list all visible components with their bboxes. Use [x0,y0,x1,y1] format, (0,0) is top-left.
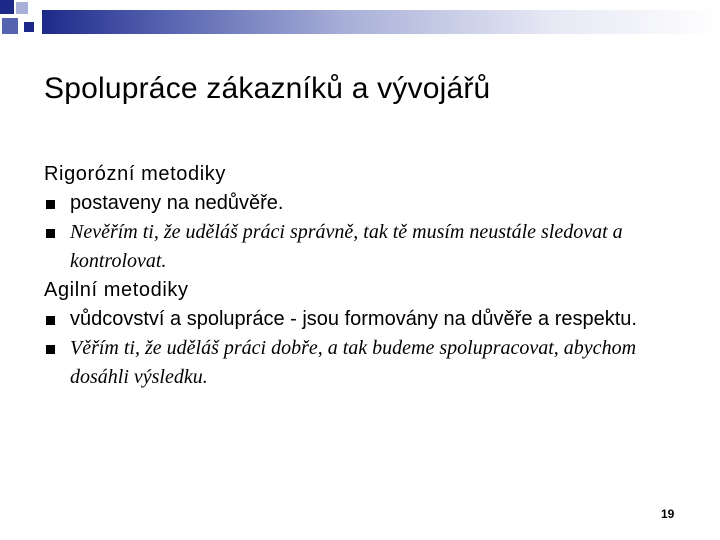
header-decoration [0,0,720,42]
bullet-text: postaveny na nedůvěře. [70,192,284,214]
bullet-item [44,189,684,218]
slide-title: Spolupráce zákazníků a vývojářů [44,72,491,105]
decorative-square-small [24,22,34,32]
bullet-item [44,334,684,392]
square-bullet-icon [46,345,55,354]
bullet-item [44,218,684,276]
square-bullet-icon [46,200,55,209]
square-bullet-icon [46,316,55,325]
section-heading-rigorous: Rigorózní metodiky [44,163,226,185]
section-heading-agile: Agilní metodiky [44,279,189,301]
bullet-text-quote: Věřím ti, že uděláš práci dobře, a tak budeme spolupracovat, abychom dosáhli výsledku. [70,337,637,388]
page-number: 19 [661,507,675,521]
decorative-square-dark [0,0,14,14]
slide-content [44,160,684,392]
header-gradient-bar [42,10,720,34]
decorative-square-mid [2,18,18,34]
square-bullet-icon [46,229,55,238]
bullet-text-quote: Nevěřím ti, že uděláš práci správně, tak tě musím neustále sledovat a kontrolovat. [70,221,623,272]
bullet-item [44,305,684,334]
decorative-square-light [16,2,28,14]
bullet-text: vůdcovství a spolupráce - jsou formovány na důvěře a respektu. [70,308,637,330]
